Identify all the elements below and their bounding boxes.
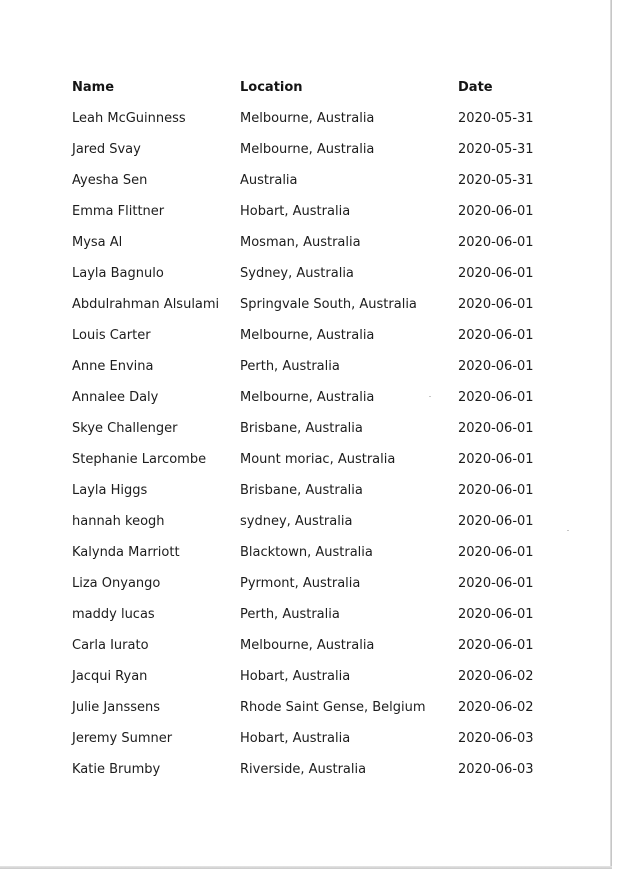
cell-name: Carla Iurato: [72, 638, 149, 653]
table-row: [64, 599, 548, 630]
cell-name: Julie Janssens: [72, 700, 161, 715]
cell-name: hannah keogh: [72, 514, 165, 529]
cell-date: 2020-06-02: [458, 669, 534, 684]
cell-name: Emma Flittner: [72, 204, 165, 219]
table-row: [64, 537, 548, 568]
signature-table: [64, 72, 548, 785]
table-row: [64, 165, 548, 196]
cell-location: Riverside, Australia: [240, 762, 367, 777]
table-row: [64, 475, 548, 506]
cell-date: 2020-06-01: [458, 421, 534, 436]
table-row: [64, 227, 548, 258]
cell-location: Hobart, Australia: [240, 731, 351, 746]
cell-location: Mount moriac, Australia: [240, 452, 396, 467]
cell-date: 2020-06-01: [458, 266, 534, 281]
cell-date: 2020-06-01: [458, 297, 534, 312]
cell-name: Jacqui Ryan: [72, 669, 148, 684]
cell-date: 2020-05-31: [458, 111, 534, 126]
cell-name: Jared Svay: [72, 142, 141, 157]
cell-date: 2020-06-01: [458, 390, 534, 405]
cell-location: Hobart, Australia: [240, 204, 351, 219]
cell-date: 2020-06-01: [458, 576, 534, 591]
cell-name: Kalynda Marriott: [72, 545, 180, 560]
cell-date: 2020-06-02: [458, 700, 534, 715]
header-date: Date: [458, 80, 493, 95]
cell-location: Sydney, Australia: [240, 266, 354, 281]
cell-date: 2020-06-01: [458, 483, 534, 498]
cell-location: Hobart, Australia: [240, 669, 351, 684]
cell-name: Mysa Al: [72, 235, 123, 250]
table-row: [64, 103, 548, 134]
header-name: Name: [72, 80, 115, 95]
table-row: [64, 630, 548, 661]
cell-date: 2020-06-01: [458, 359, 534, 374]
cell-location: sydney, Australia: [240, 514, 353, 529]
table-row: [64, 568, 548, 599]
table-header-row: [64, 72, 548, 103]
table-row: [64, 382, 548, 413]
table-row: [64, 444, 548, 475]
page-edge-shadow-bottom: [0, 866, 612, 869]
table-row: [64, 258, 548, 289]
table-body: [64, 103, 548, 785]
cell-location: Pyrmont, Australia: [240, 576, 361, 591]
table-row: [64, 661, 548, 692]
cell-date: 2020-06-01: [458, 514, 534, 529]
cell-name: Annalee Daly: [72, 390, 159, 405]
cell-name: Layla Bagnulo: [72, 266, 164, 281]
cell-date: 2020-06-01: [458, 235, 534, 250]
table-row: [64, 754, 548, 785]
cell-location: Melbourne, Australia: [240, 111, 375, 126]
header-location: Location: [240, 80, 303, 95]
cell-location: Springvale South, Australia: [240, 297, 417, 312]
cell-date: 2020-06-01: [458, 452, 534, 467]
cell-name: Liza Onyango: [72, 576, 161, 591]
cell-name: Katie Brumby: [72, 762, 161, 777]
cell-date: 2020-06-01: [458, 638, 534, 653]
cell-name: Abdulrahman Alsulami: [72, 297, 220, 312]
scan-speck: [567, 530, 569, 531]
table-row: [64, 723, 548, 754]
cell-name: Leah McGuinness: [72, 111, 186, 126]
cell-name: Ayesha Sen: [72, 173, 148, 188]
cell-location: Perth, Australia: [240, 359, 340, 374]
cell-date: 2020-06-03: [458, 731, 534, 746]
cell-location: Melbourne, Australia: [240, 142, 375, 157]
cell-date: 2020-06-03: [458, 762, 534, 777]
cell-date: 2020-06-01: [458, 204, 534, 219]
table-row: [64, 289, 548, 320]
cell-date: 2020-06-01: [458, 545, 534, 560]
cell-location: Australia: [240, 173, 298, 188]
cell-location: Melbourne, Australia: [240, 328, 375, 343]
cell-location: Rhode Saint Gense, Belgium: [240, 700, 426, 715]
table-row: [64, 196, 548, 227]
table-row: [64, 134, 548, 165]
cell-name: maddy lucas: [72, 607, 155, 622]
cell-name: Layla Higgs: [72, 483, 148, 498]
cell-location: Mosman, Australia: [240, 235, 361, 250]
cell-location: Perth, Australia: [240, 607, 340, 622]
cell-date: 2020-05-31: [458, 173, 534, 188]
cell-name: Louis Carter: [72, 328, 151, 343]
cell-name: Stephanie Larcombe: [72, 452, 207, 467]
cell-name: Anne Envina: [72, 359, 154, 374]
cell-location: Brisbane, Australia: [240, 483, 363, 498]
cell-location: Melbourne, Australia: [240, 390, 375, 405]
cell-name: Jeremy Sumner: [72, 731, 173, 746]
cell-name: Skye Challenger: [72, 421, 178, 436]
table-row: [64, 506, 548, 537]
page-edge-shadow-right: [610, 0, 612, 868]
cell-location: Blacktown, Australia: [240, 545, 373, 560]
cell-location: Melbourne, Australia: [240, 638, 375, 653]
table-row: [64, 320, 548, 351]
cell-date: 2020-05-31: [458, 142, 534, 157]
cell-date: 2020-06-01: [458, 328, 534, 343]
table-row: [64, 413, 548, 444]
cell-location: Brisbane, Australia: [240, 421, 363, 436]
cell-date: 2020-06-01: [458, 607, 534, 622]
table-row: [64, 692, 548, 723]
table-row: [64, 351, 548, 382]
